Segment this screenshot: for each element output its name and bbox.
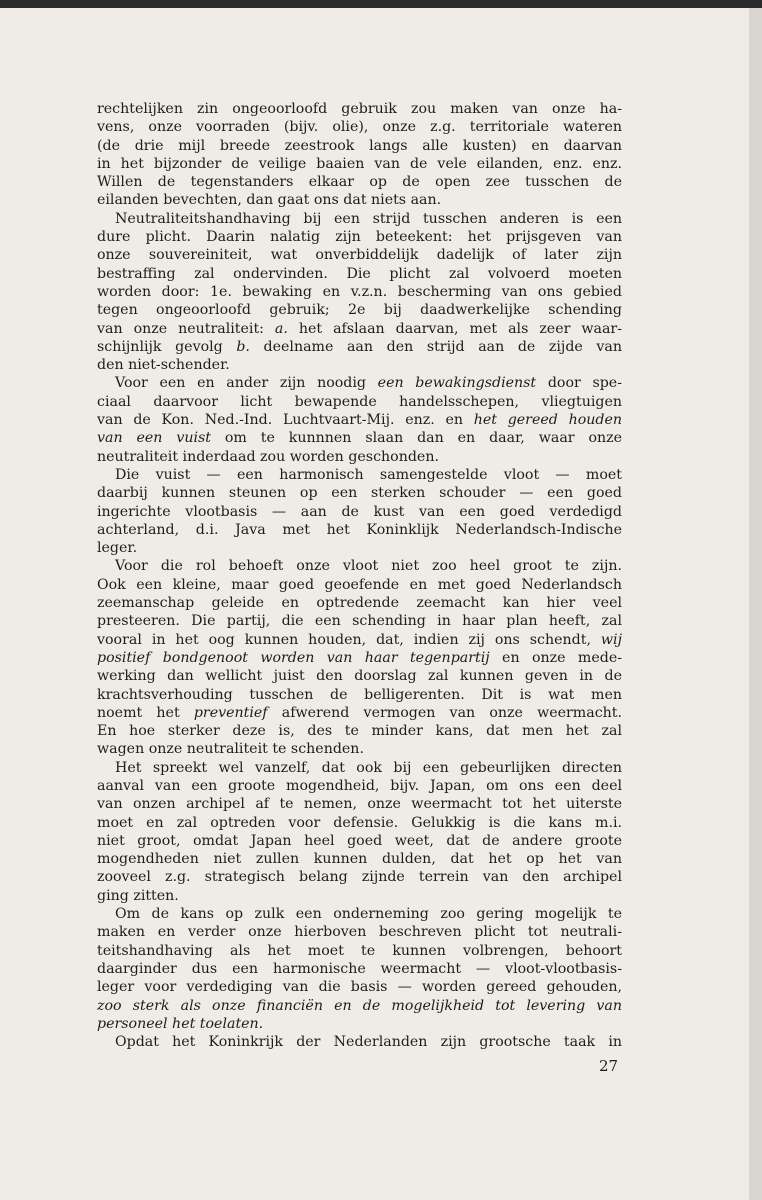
text-line xyxy=(97,338,622,356)
text-line: presteeren. Die partij, die een schending in haar plan heeft, zal xyxy=(97,613,622,630)
text-run: van onze neutraliteit: xyxy=(97,320,275,337)
text-line: maken en verder onze hierboven beschreven plicht tot neutrali- xyxy=(97,924,622,941)
text-line: ingerichte vlootbasis — aan de kust van een goed verdedigd xyxy=(97,503,622,520)
text-run: van de Kon. Ned.-Ind. Luchtvaart-Mij. enz. en xyxy=(97,412,474,429)
text-line: den niet-schender. xyxy=(97,357,230,374)
text-line: zooveel z.g. strategisch belang zijnde terrein van den archipel xyxy=(97,869,622,886)
text-line: onze souvereiniteit, wat onverbiddelijk dadelijk of later zijn xyxy=(97,247,622,264)
text-run: om te kunnnen slaan dan en daar, waar onze xyxy=(211,430,622,447)
text-run: schijnlijk gevolg xyxy=(97,338,237,355)
text-line: En hoe sterker deze is, des te minder kans, dat men het zal xyxy=(97,723,622,740)
text-line: leger voor verdediging van die basis — worden gereed gehouden, xyxy=(97,979,622,996)
text-line: daarbij kunnen steunen op een sterken schouder — een goed xyxy=(97,485,622,502)
text-line: bestraffing zal ondervinden. Die plicht zal volvoerd moeten xyxy=(97,265,622,282)
text-line: werking dan wellicht juist den doorslag zal kunnen geven in de xyxy=(97,668,622,685)
page-edge xyxy=(749,8,762,1200)
text-line: van onzen archipel af te nemen, onze weermacht tot het uiterste xyxy=(97,796,622,813)
text-line: in het bijzonder de veilige baaien van de vele eilanden, enz. enz. xyxy=(97,155,622,172)
text-line: wagen onze neutraliteit te schenden. xyxy=(97,741,364,758)
text-line: Neutraliteitshandhaving bij een strijd tusschen anderen is een xyxy=(115,210,622,227)
text-line: rechtelijken zin ongeoorloofd gebruik zou maken van onze ha- xyxy=(97,101,622,117)
text-line: daarginder dus een harmonische weermacht — vloot-vlootbasis- xyxy=(97,960,622,977)
text-line: worden door: 1e. bewaking en v.z.n. bescherming van ons gebied xyxy=(97,283,622,300)
text-line: achterland, d.i. Java met het Koninklijk Nederlandsch-Indische xyxy=(97,521,622,538)
text-run: Voor een en ander zijn noodig xyxy=(115,375,378,392)
text-line: leger. xyxy=(97,540,138,557)
text-run: door spe- xyxy=(536,375,622,392)
italic-text: a. xyxy=(274,320,288,337)
text-line: zeemanschap geleide en optredende zeemacht kan hier veel xyxy=(97,595,622,612)
text-line: Voor die rol behoeft onze vloot niet zoo heel groot te zijn. xyxy=(115,558,622,575)
text-line: ciaal daarvoor licht bewapende handelsschepen, vliegtuigen xyxy=(97,393,622,410)
text-run: deelname aan den strijd aan de zijde van xyxy=(249,338,622,355)
text-line: teitshandhaving als het moet te kunnen volbrengen, behoort xyxy=(97,942,622,959)
text-line xyxy=(97,631,622,649)
text-line: niet groot, omdat Japan heel goed weet, dat de andere groote xyxy=(97,832,622,849)
text-line: aanval van een groote mogendheid, bijv. Japan, om ons een deel xyxy=(97,777,622,794)
text-run: vooral in het oog kunnen houden, dat, indien zij ons schendt, xyxy=(97,631,601,648)
italic-text: het gereed houden xyxy=(473,412,622,429)
text-line xyxy=(97,320,622,338)
text-line: Om de kans op zulk een onderneming zoo gering mogelijk te xyxy=(115,906,622,923)
text-line: eilanden bevechten, dan gaat ons dat niets aan. xyxy=(97,192,442,209)
text-line xyxy=(97,997,622,1015)
text-run: en onze mede- xyxy=(489,649,622,666)
text-line: Ook een kleine, maar goed geoefende en met goed Nederlandsch xyxy=(97,576,622,593)
text-line: mogendheden niet zullen kunnen dulden, dat het op het van xyxy=(97,851,622,868)
text-line: Het spreekt wel vanzelf, dat ook bij een gebeurlijken directen xyxy=(115,759,622,776)
text-line: krachtsverhouding tusschen de belligerenten. Dit is wat men xyxy=(97,686,622,703)
italic-text: wij xyxy=(600,631,622,648)
page-number: 27 xyxy=(599,1057,619,1075)
text-line: Die vuist — een harmonisch samengestelde vloot — moet xyxy=(115,466,622,483)
text-line xyxy=(97,1015,622,1033)
text-line xyxy=(97,649,622,667)
text-run: noemt het xyxy=(97,704,194,721)
text-line: dure plicht. Daarin nalatig zijn beteekent: het prijsgeven van xyxy=(97,229,622,246)
text-line xyxy=(97,429,622,447)
text-line: vens, onze voorraden (bijv. olie), onze z.g. territoriale wateren xyxy=(97,119,622,136)
text-line xyxy=(97,411,622,429)
text-run: het afslaan daarvan, met als zeer waar- xyxy=(287,320,622,337)
body-text xyxy=(97,100,622,1051)
text-line: tegen ongeoorloofd gebruik; 2e bij daadwerkelijke schending xyxy=(97,302,622,319)
text-line xyxy=(97,704,622,722)
text-run: afwerend vermogen van onze weermacht. xyxy=(267,704,622,721)
italic-text: preventief xyxy=(193,704,268,721)
italic-text: b. xyxy=(236,338,250,355)
text-line: Willen de tegenstanders elkaar op de open zee tusschen de xyxy=(97,174,622,191)
italic-text: een bewakingsdienst xyxy=(377,375,537,392)
text-line: neutraliteit inderdaad zou worden geschonden. xyxy=(97,448,439,465)
italic-text: positief bondgenoot worden van haar tegenpartij xyxy=(97,649,490,666)
text-line: Opdat het Koninkrijk der Nederlanden zijn grootsche taak in xyxy=(115,1034,622,1051)
text-line: ging zitten. xyxy=(97,887,179,904)
italic-text: zoo sterk als onze financiën en de mogelijkheid tot levering van xyxy=(97,997,622,1014)
text-line xyxy=(97,374,622,392)
text-line: moet en zal optreden voor defensie. Gelukkig is die kans m.i. xyxy=(97,814,622,831)
text-line: (de drie mijl breede zeestrook langs alle kusten) en daarvan xyxy=(97,137,622,154)
italic-text: van een vuist xyxy=(97,430,211,447)
italic-text: personeel het toelaten. xyxy=(97,1015,264,1032)
